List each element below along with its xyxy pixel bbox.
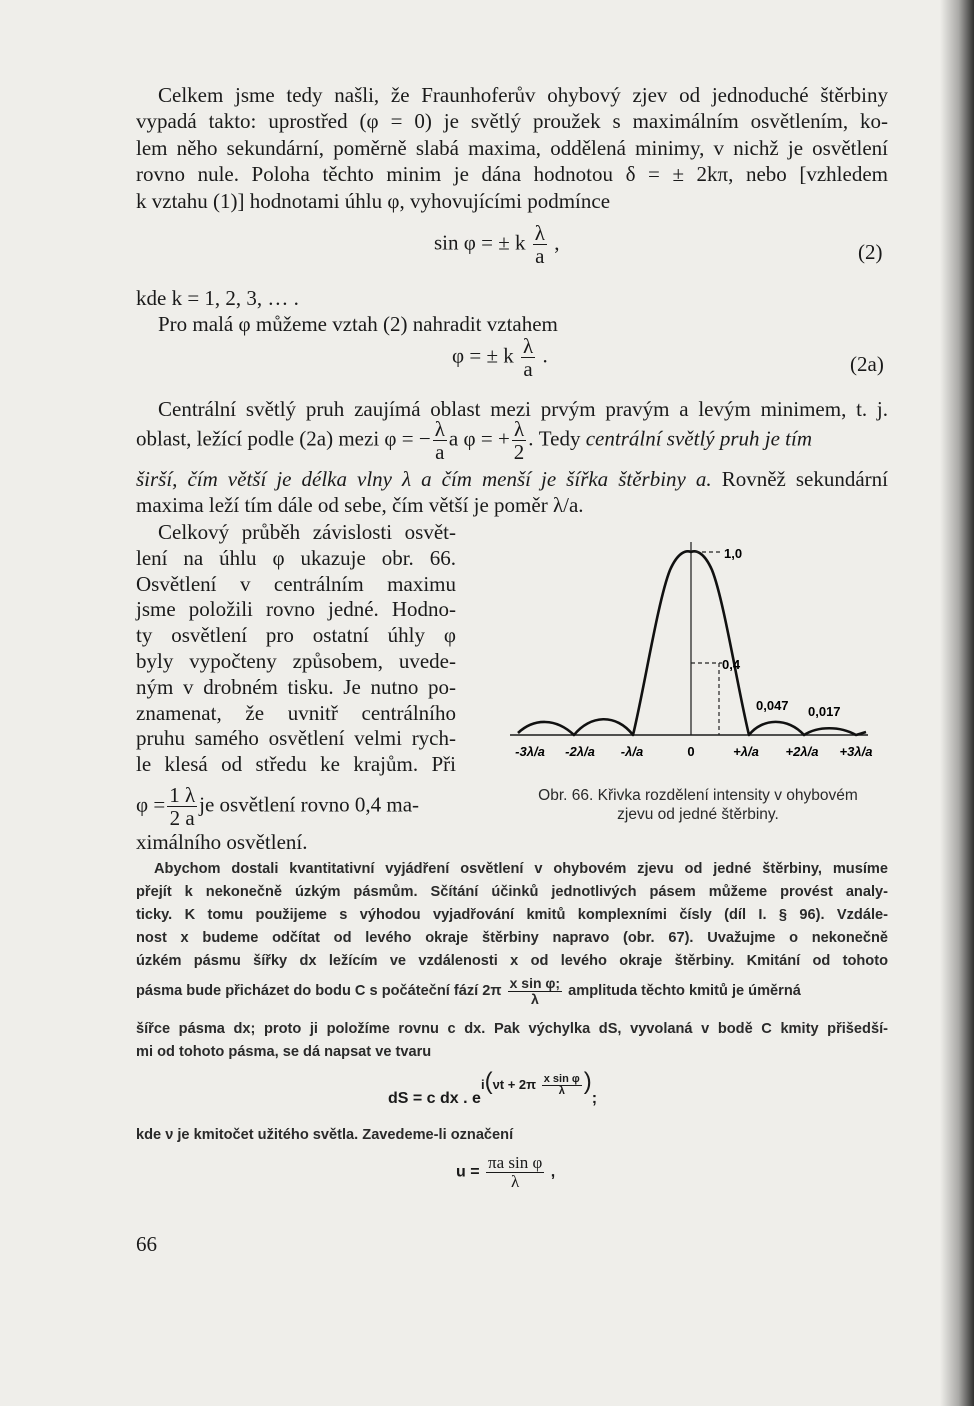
text-line: úzkém pásmu šířky dx ležícím ve vzdálenosti x od levého okraje štěrbiny. Kmitání od tohoto <box>136 953 888 969</box>
text-line: širší, čím větší je délka vlny λ a čím menší je šířka štěrbiny a. Rovněž sekundární <box>136 467 889 491</box>
text-line: kde k = 1, 2, 3, … . <box>136 286 299 310</box>
text-line: lení na úhlu φ ukazuje obr. 66. <box>136 545 456 570</box>
tick-label: -2λ/a <box>565 744 595 759</box>
text-line: Celkem jsme tedy našli, že Fraunhoferův ohybový zjev od jednoduché štěrbiny <box>158 83 888 107</box>
paragraph-central-band-cont <box>136 466 888 519</box>
equation-number-2a: (2a) <box>850 352 884 376</box>
wrapped-text-column <box>136 520 456 778</box>
equation-2a <box>452 335 548 380</box>
small-print-equation-line: pásma bude přicházet do bodu C s počáteční fází 2π $\frac{\text{x sin φ;}}{\lambda}$ amplituda těchto kmitů je úměrná <box>136 975 801 1007</box>
text-line: lem něho sekundární, poměrně slabá maxima, oddělená minimy, v nichž je osvětlení <box>136 135 888 160</box>
text-line: ty osvětlení pro ostatní úhly φ <box>136 623 456 648</box>
small-print-nu <box>136 1124 888 1147</box>
equation-lhs: φ = ± k <box>452 343 514 368</box>
text-line: vypadá takto: uprostřed (φ = 0) je světlý proužek s maximálním osvětlením, ko- <box>136 109 888 134</box>
text-line: přejít k nekonečně úzkým pásmům. Sčítání účinků jednotlivých pásem můžeme provést analy- <box>136 884 888 900</box>
text-line: k vztahu (1)] hodnotami úhlu φ, vyhovujícími podmínce <box>136 188 611 213</box>
text-line: šířce pásma dx; proto ji položíme rovnu c dx. Pak výchylka dS, vyvolaná v bodě C kmity přišedší- <box>136 1021 888 1037</box>
text-line: nost x budeme odčítat od levého okraje štěrbiny napravo (obr. 67). Uvažujme o nekonečně <box>136 930 888 946</box>
figure-intensity-curve <box>500 530 890 780</box>
text-line: Pro malá φ můžeme vztah (2) nahradit vztahem <box>158 312 558 337</box>
tick-label: +2λ/a <box>785 744 819 759</box>
equation-tail: . <box>542 343 548 368</box>
tick-label: 0 <box>687 744 695 759</box>
text-line: Osvětlení v centrálním maximu <box>136 571 456 596</box>
page-edge-shadow <box>940 0 974 1406</box>
paragraph-central-band-line2: oblast, ležící podle (2a) mezi φ = − $\frac{\lambda}{a}$ a φ = + $\frac{\lambda}{2}$ . Tedy centrální světlý pruh je tím <box>136 417 813 465</box>
paragraph-kde <box>136 285 888 338</box>
equation-ds: dS = c dx . ei(νt + 2π $\frac{\text{x sin φ}}{\lambda}$ ); <box>388 1068 598 1107</box>
wrapped-text-last <box>136 830 456 856</box>
label-half: 0,4 <box>722 657 741 672</box>
equation-tail: , <box>554 230 560 255</box>
text-line: ticky. K tomu použijeme s výhodou vyjadřování kmitů komplexními čísly (díl I. § 96). Vzdále- <box>136 907 888 923</box>
equation-number-2: (2) <box>858 240 883 264</box>
text-line: mi od tohoto pásma, se dá napsat ve tvaru <box>136 1044 432 1060</box>
text-line: Abychom dostali kvantitativní vyjádření osvětlení v ohybovém zjevu od jedné štěrbiny, musíme <box>154 861 888 877</box>
label-peak: 1,0 <box>724 546 743 561</box>
small-print-block-2 <box>136 1018 888 1064</box>
text-line: ným v drobném tisku. Je nutno po- <box>136 674 456 699</box>
tick-label: -3λ/a <box>515 744 545 759</box>
text-line: le klesá od středu ke krajům. Při <box>136 752 456 777</box>
text-line: maxima leží tím dále od sebe, čím větší je poměr λ/a. <box>136 493 584 518</box>
text-line: Centrální světlý pruh zaujímá oblast mezi prvým pravým a levým minimem, t. j. <box>158 397 888 421</box>
tick-label: -λ/a <box>620 744 644 759</box>
text-line: Celkový průběh závislosti osvět- <box>158 520 456 544</box>
text-line: pruhu samého osvětlení velmi rych- <box>136 726 456 751</box>
equation-2 <box>434 222 559 267</box>
small-print-block <box>136 858 888 973</box>
figure-caption: Obr. 66. Křivka rozdělení intensity v ohybovém zjevu od jedné štěrbiny. <box>538 787 858 823</box>
label-secondary-2: 0,017 <box>808 704 841 719</box>
text-line: ximálního osvětlení. <box>136 830 308 854</box>
fraction: $\frac{\lambda}{a}$ <box>523 334 534 382</box>
text-line: znamenat, že uvnitř centrálního <box>136 700 456 725</box>
text-line: byly vypočteny způsobem, uvede- <box>136 648 456 673</box>
text-line: rovno nule. Poloha těchto minim je dána hodnotou δ = ± 2kπ, nebo [vzhledem <box>136 162 888 187</box>
tick-label: +λ/a <box>733 744 759 759</box>
text-line: kde ν je kmitočet užitého světla. Zavedeme-li označení <box>136 1127 514 1143</box>
equation-u: u = $\frac{\text{πa sin φ}}{\lambda}$ , <box>456 1153 556 1191</box>
fraction: $\frac{\lambda}{a}$ <box>534 221 545 269</box>
paragraph-intro <box>136 82 888 214</box>
tick-label: +3λ/a <box>839 744 873 759</box>
wrapped-equation-line: φ = $\frac{1 \lambda}{2 a}$ je osvětlení rovno 0,4 ma- <box>136 783 420 831</box>
label-secondary-1: 0,047 <box>756 698 789 713</box>
text-line: jsme položili rovno jedné. Hodno- <box>136 597 456 622</box>
equation-lhs: sin φ = ± k <box>434 230 526 255</box>
page-number: 66 <box>136 1232 157 1256</box>
